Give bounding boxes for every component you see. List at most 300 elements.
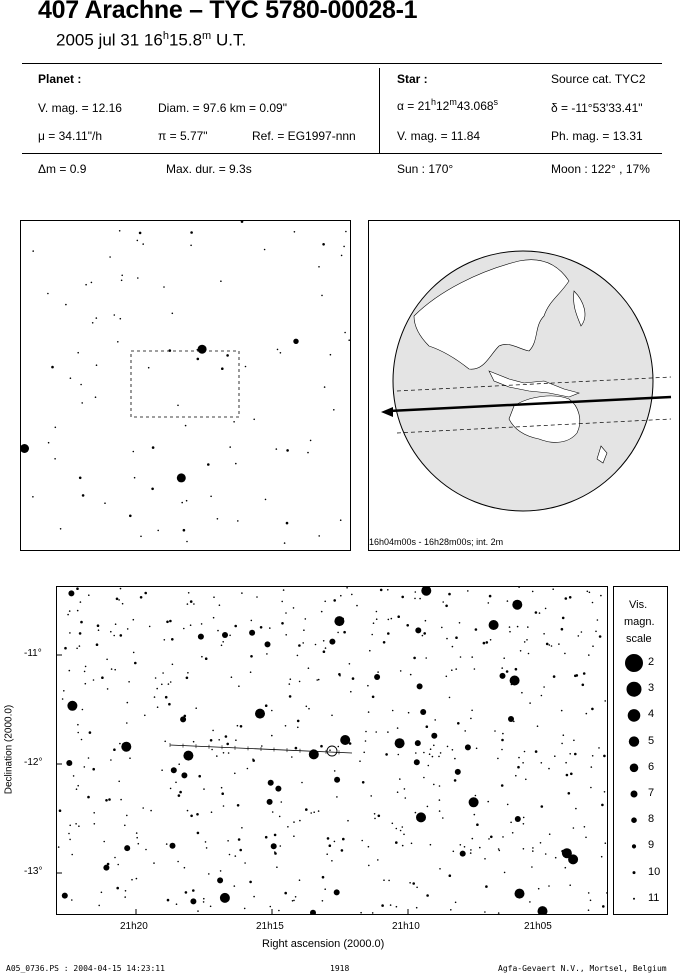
star-dot	[425, 620, 427, 622]
star-dot	[413, 657, 416, 660]
star-dot	[120, 634, 123, 637]
star-dot	[399, 778, 401, 780]
star-dot	[139, 232, 142, 235]
star-dot	[71, 899, 73, 901]
star-dot	[235, 855, 237, 857]
star-dot	[512, 832, 514, 834]
star-dot	[221, 792, 224, 795]
star-dot	[188, 592, 190, 594]
star-dot	[501, 784, 504, 787]
star-dot	[430, 844, 432, 846]
star-dot	[586, 713, 588, 715]
star-dot	[323, 650, 326, 653]
ra-min: 12	[435, 99, 450, 113]
star-dot	[88, 757, 90, 759]
star-dot	[48, 442, 50, 444]
star-dot	[269, 627, 271, 629]
star-dot	[415, 627, 421, 633]
star-dot	[85, 683, 87, 685]
star-dot	[293, 607, 295, 609]
star-dot	[310, 910, 316, 914]
star-dot	[590, 900, 592, 902]
star-dot	[365, 731, 367, 733]
star-dot	[350, 691, 352, 693]
star-dot	[84, 766, 86, 768]
star-dot	[155, 677, 157, 679]
star-dot	[295, 896, 297, 898]
star-dot	[140, 536, 142, 538]
star-dot	[449, 874, 452, 877]
star-dot	[151, 488, 154, 491]
star-dot	[81, 739, 83, 741]
star-dot	[448, 593, 451, 596]
star-dot	[266, 653, 268, 655]
star-dot	[543, 686, 545, 688]
star-dot	[414, 759, 420, 765]
direction-arrow	[381, 407, 393, 417]
star-dot	[71, 854, 73, 856]
star-dot	[63, 690, 65, 692]
star-dot	[21, 444, 29, 453]
star-dot	[190, 231, 193, 234]
star-dot	[121, 280, 123, 282]
star-dot	[32, 250, 34, 252]
star-dot	[293, 900, 295, 902]
star-dot	[597, 619, 599, 621]
star-dot	[484, 911, 486, 913]
star-dot	[433, 745, 435, 747]
star-dot	[85, 284, 87, 286]
star-dot	[58, 846, 60, 848]
star-dot	[253, 896, 255, 898]
star-dot	[440, 752, 442, 754]
star-dot	[460, 844, 462, 846]
star-dot	[66, 760, 72, 766]
star-dot	[75, 823, 77, 825]
star-dot	[133, 619, 135, 621]
event-datetime	[56, 30, 246, 51]
star-dot	[238, 838, 241, 841]
star-dot	[604, 791, 606, 793]
scale-dot-mag-2	[625, 654, 643, 672]
star-dot	[345, 231, 347, 233]
star-dot	[120, 799, 122, 801]
star-dot	[281, 622, 284, 625]
star-dot	[286, 522, 289, 525]
y-tick-label-11: -11°	[24, 648, 42, 659]
star-dot	[501, 667, 503, 669]
star-dot	[221, 367, 224, 370]
star-dot	[142, 807, 144, 809]
star-dot	[133, 451, 135, 453]
star-dot	[237, 520, 239, 522]
star-dot	[373, 622, 375, 624]
star-dot	[470, 852, 472, 854]
star-dot	[334, 616, 344, 626]
star-dot	[483, 642, 486, 645]
star-dot	[287, 826, 289, 828]
star-dot	[170, 788, 172, 790]
scale-label-mag-9: 9	[648, 839, 655, 852]
star-dot	[113, 635, 115, 637]
star-dot	[255, 709, 265, 719]
star-dot	[118, 781, 120, 783]
star-dot	[349, 663, 351, 665]
star-dot	[471, 710, 473, 712]
star-dot	[564, 653, 566, 655]
star-dot	[367, 685, 369, 687]
ra-m: m	[449, 97, 457, 107]
star-dot	[562, 617, 565, 620]
star-dot	[70, 377, 72, 379]
star-dot	[378, 815, 381, 818]
star-dot	[223, 805, 225, 807]
star-dot	[121, 275, 123, 277]
star-dot	[343, 631, 346, 634]
star-dot	[340, 595, 342, 597]
star-dot	[604, 700, 606, 702]
star-dot	[183, 529, 186, 532]
star-dot	[592, 755, 594, 757]
star-dot	[585, 837, 587, 839]
star-dot	[346, 587, 348, 589]
star-dot	[416, 887, 418, 889]
star-dot	[578, 635, 580, 637]
star-dot	[342, 838, 345, 841]
star-dot	[203, 901, 205, 903]
star-dot	[438, 756, 440, 758]
star-dot	[331, 860, 333, 862]
star-dot	[490, 639, 492, 641]
star-dot	[68, 833, 70, 835]
y-tick-label-13: -13°	[24, 866, 43, 877]
star-dot	[285, 634, 287, 636]
star-dot	[486, 641, 489, 644]
star-dot	[175, 782, 177, 784]
star-dot	[341, 849, 344, 852]
star-dot	[488, 602, 490, 604]
star-dot	[88, 594, 90, 596]
star-dot	[213, 596, 215, 598]
star-dot	[507, 804, 509, 806]
star-dot	[148, 367, 150, 369]
star-dot	[543, 633, 545, 635]
star-dot	[425, 657, 427, 659]
star-dot	[118, 599, 120, 601]
star-dot	[187, 810, 189, 812]
star-dot	[77, 610, 79, 612]
star-dot	[97, 624, 100, 627]
star-dot	[131, 879, 133, 881]
star-dot	[603, 755, 606, 758]
star-dot	[472, 838, 474, 840]
star-dot	[454, 758, 456, 760]
star-dot	[452, 749, 454, 751]
star-dot	[329, 749, 331, 751]
detail-star-chart	[56, 586, 608, 915]
star-dot	[213, 617, 215, 619]
star-dot	[119, 230, 121, 232]
star-dot	[77, 352, 79, 354]
star-dot	[185, 425, 187, 427]
star-dot	[211, 811, 213, 813]
star-dot	[476, 823, 479, 826]
star-dot	[589, 592, 591, 594]
star-dot	[360, 912, 362, 914]
star-dot	[251, 620, 253, 622]
star-dot	[426, 725, 429, 728]
star-dot	[79, 477, 82, 480]
star-dot	[178, 763, 180, 765]
star-dot	[601, 856, 603, 858]
star-dot	[524, 641, 526, 643]
star-dot	[392, 823, 394, 825]
star-dot	[250, 655, 253, 658]
star-dot	[305, 618, 307, 620]
star-dot	[51, 366, 54, 369]
star-dot	[522, 762, 524, 764]
star-dot	[98, 905, 100, 907]
star-dot	[512, 600, 522, 610]
star-dot	[80, 601, 82, 603]
star-dot	[548, 768, 550, 770]
star-dot	[207, 463, 210, 466]
star-dot	[338, 746, 340, 748]
star-dot	[450, 909, 452, 911]
star-dot	[318, 535, 320, 537]
star-dot	[114, 314, 116, 316]
star-dot	[212, 730, 214, 732]
star-dot	[239, 849, 242, 852]
star-dot	[503, 657, 505, 659]
star-dot	[134, 477, 136, 479]
star-dot	[574, 753, 577, 756]
star-dot	[310, 440, 312, 442]
ra-h: h	[430, 97, 436, 107]
star-dot	[396, 906, 398, 908]
star-dot	[454, 779, 457, 782]
star-dot	[515, 889, 525, 899]
star-dot	[190, 624, 192, 626]
star-dot	[336, 796, 338, 798]
star-dot	[93, 679, 95, 681]
star-dot	[479, 847, 481, 849]
star-dot	[601, 804, 604, 807]
star-dot	[292, 900, 294, 902]
star-dot	[385, 753, 388, 756]
star-dot	[576, 674, 579, 677]
star-dot	[295, 747, 298, 750]
star-dot	[162, 672, 164, 674]
star-dot	[190, 815, 193, 818]
star-dot	[419, 598, 421, 600]
star-dot	[368, 711, 370, 713]
x-tick-label-2105: 21h05	[524, 921, 552, 932]
star-dot	[297, 727, 299, 729]
star-dot	[510, 822, 512, 824]
star-dot	[476, 748, 478, 750]
star-dot	[226, 743, 229, 746]
star-dot	[606, 892, 607, 894]
star-dot	[362, 781, 365, 784]
star-dot	[453, 851, 455, 853]
star-dot	[529, 901, 531, 903]
scale-label-mag-8: 8	[648, 813, 655, 826]
star-dot	[96, 317, 98, 319]
star-dot	[552, 588, 554, 590]
star-dot	[136, 837, 138, 839]
star-dot	[229, 854, 231, 856]
star-dot	[126, 722, 128, 724]
star-dot	[140, 596, 143, 599]
star-dot	[181, 502, 183, 504]
star-dot	[220, 280, 222, 282]
star-dot	[565, 597, 568, 600]
scale-title-line3: scale	[626, 633, 652, 645]
finder-star-field	[21, 221, 350, 550]
star-dot	[498, 912, 500, 914]
planet-reference: Ref. = EG1997-nnn	[252, 129, 356, 143]
star-dot	[561, 743, 563, 745]
star-dot	[330, 354, 332, 356]
star-dot	[426, 894, 429, 897]
star-dot	[405, 797, 407, 799]
star-dot	[359, 760, 361, 762]
star-dot	[411, 843, 413, 845]
star-dot	[198, 345, 207, 354]
star-dot	[137, 277, 139, 279]
star-dot	[136, 878, 138, 880]
star-dot	[235, 739, 237, 741]
star-dot	[395, 841, 398, 844]
star-dot	[402, 826, 404, 828]
star-dot	[81, 402, 83, 404]
star-dot	[105, 799, 108, 802]
star-dot	[324, 601, 326, 603]
star-dot	[137, 240, 139, 242]
star-dot	[554, 755, 556, 757]
star-dot	[265, 641, 271, 647]
star-dot	[177, 473, 186, 482]
star-dot	[192, 889, 195, 892]
footer-page-number: 1918	[330, 964, 350, 973]
star-dot	[109, 256, 111, 258]
star-dot	[238, 685, 240, 687]
star-dot	[170, 681, 172, 683]
star-dot	[485, 885, 488, 888]
star-dot	[416, 812, 426, 822]
y-tick-label-12: -12°	[24, 757, 43, 768]
star-dot	[277, 349, 279, 351]
planet-parallax: π = 5.77"	[158, 129, 208, 143]
sun-elongation: Sun : 170°	[397, 162, 454, 176]
star-dot	[489, 620, 499, 630]
star-dot	[308, 708, 310, 710]
star-dot	[205, 657, 208, 660]
star-dot	[344, 332, 346, 334]
star-dot	[85, 666, 87, 668]
star-dot	[190, 600, 193, 603]
star-dot	[92, 322, 94, 324]
star-dot	[515, 668, 518, 671]
star-dot	[455, 902, 457, 904]
star-dot	[297, 655, 299, 657]
star-dot	[526, 639, 528, 641]
globe-view	[369, 221, 679, 550]
star-dot	[129, 757, 131, 759]
star-dot	[402, 845, 404, 847]
page-title: 407 Arachne – TYC 5780-00028-1	[38, 0, 418, 24]
star-dot	[555, 857, 557, 859]
star-dot	[334, 777, 340, 783]
star-dot	[252, 759, 255, 762]
star-dot	[144, 715, 146, 717]
star-dot	[391, 618, 393, 620]
star-dot	[487, 801, 489, 803]
star-dot	[120, 318, 122, 320]
star-dot	[310, 812, 312, 814]
star-dot	[488, 838, 490, 840]
star-dot	[532, 847, 534, 849]
star-dot	[535, 611, 538, 614]
star-dot	[446, 638, 448, 640]
star-dot	[76, 587, 79, 590]
star-dot	[108, 798, 111, 801]
star-dot	[79, 645, 81, 647]
star-dot	[377, 671, 379, 673]
star-dot	[96, 643, 99, 646]
star-dot	[67, 614, 69, 616]
star-dot	[375, 731, 377, 733]
star-dot	[150, 810, 152, 812]
star-dot	[561, 710, 563, 712]
star-dot	[588, 892, 590, 894]
star-dot	[82, 494, 85, 497]
scale-label-mag-10: 10	[648, 865, 661, 878]
star-dot	[356, 605, 358, 607]
star-dot	[548, 885, 550, 887]
star-dot	[95, 396, 97, 398]
star-dot	[447, 746, 449, 748]
star-dot	[351, 594, 353, 596]
y-axis-label: Declination (2000.0)	[3, 704, 15, 795]
star-dot	[540, 842, 542, 844]
ra-prefix: α = 21	[397, 99, 431, 113]
star-dot	[198, 775, 201, 778]
star-dot	[47, 293, 49, 295]
star-dot	[101, 892, 103, 894]
star-dot	[179, 791, 182, 794]
star-dot	[368, 846, 370, 848]
star-dot	[201, 656, 203, 658]
star-dot	[203, 898, 205, 900]
star-dot	[380, 589, 383, 592]
star-dot	[370, 795, 372, 797]
star-dot	[152, 446, 155, 449]
star-dot	[439, 799, 441, 801]
star-dot	[65, 304, 67, 306]
star-dot	[297, 720, 300, 723]
star-dot	[172, 313, 174, 315]
star-dot	[142, 243, 144, 245]
star-dot	[569, 884, 571, 886]
star-dot	[164, 741, 166, 743]
star-dot	[249, 881, 252, 884]
star-vmag: V. mag. = 11.84	[397, 129, 481, 143]
scale-label-mag-6: 6	[648, 760, 655, 773]
star-dot	[372, 696, 375, 699]
star-dot	[582, 684, 585, 687]
